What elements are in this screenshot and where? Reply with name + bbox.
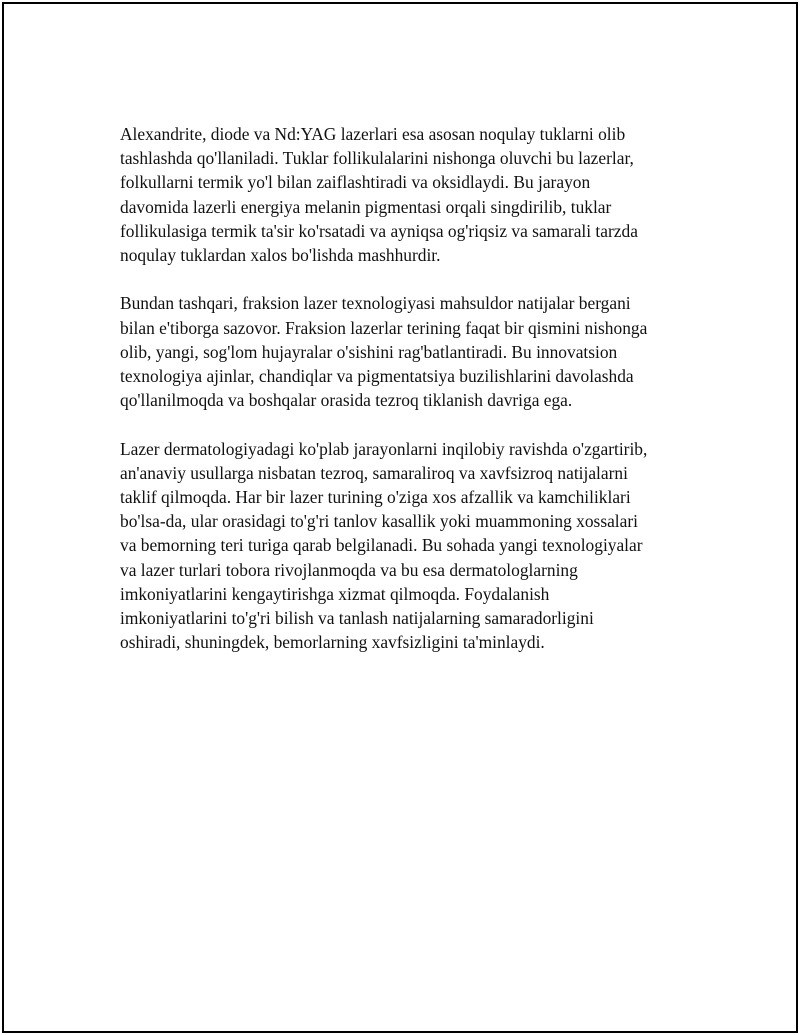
- text-line: va lazer turlari tobora rivojlanmoqda va bu esa dermatologlarning: [120, 559, 578, 580]
- text-line: oshiradi, shuningdek, bemorlarning xavfsizligini ta'minlaydi.: [120, 632, 545, 653]
- document-page: [2, 2, 798, 1033]
- text-line: noqulay tuklardan xalos bo'lishda mashhurdir.: [120, 245, 441, 266]
- text-line: imkoniyatlarini kengaytirishga xizmat qilmoqda. Foydalanish: [120, 583, 550, 604]
- text-line: an'anaviy usullarga nisbatan tezroq, samaraliroq va xavfsizroq natijalarni: [120, 462, 628, 483]
- text-line: Lazer dermatologiyadagi ko'plab jarayonlarni inqilobiy ravishda o'zgartirib,: [120, 438, 648, 459]
- text-line: tashlashda qo'llaniladi. Tuklar follikulalarini nishonga oluvchi bu lazerlar,: [120, 148, 634, 169]
- paragraph-1: [120, 122, 700, 267]
- text-line: imkoniyatlarini to'g'ri bilish va tanlash natijalarning samaradorligini: [120, 608, 594, 629]
- text-line: folkullarni termik yo'l bilan zaiflashtiradi va oksidlaydi. Bu jarayon: [120, 172, 591, 193]
- text-line: Bundan tashqari, fraksion lazer texnologiyasi mahsuldor natijalar bergani: [120, 293, 631, 314]
- text-line: Alexandrite, diode va Nd:YAG lazerlari esa asosan noqulay tuklarni olib: [120, 124, 626, 144]
- text-line: olib, yangi, sog'lom hujayralar o'sishini rag'batlantiradi. Bu innovatsion: [120, 341, 618, 362]
- paragraph-2: [120, 291, 700, 412]
- text-line: va bemorning teri turiga qarab belgilanadi. Bu sohada yangi texnologiyalar: [120, 535, 643, 556]
- text-line: follikulasiga termik ta'sir ko'rsatadi va ayniqsa og'riqsiz va samarali tarzda: [120, 220, 638, 241]
- document-body: [120, 122, 700, 679]
- paragraph-3: [120, 437, 700, 655]
- text-line: texnologiya ajinlar, chandiqlar va pigmentatsiya buzilishlarini davolashda: [120, 366, 634, 387]
- text-line: qo'llanilmoqda va boshqalar orasida tezroq tiklanish davriga ega.: [120, 390, 573, 411]
- text-line: bilan e'tiborga sazovor. Fraksion lazerlar terining faqat bir qismini nishonga: [120, 317, 648, 338]
- text-line: bo'lsa-da, ular orasidagi to'g'ri tanlov kasallik yoki muammoning xossalari: [120, 511, 638, 532]
- text-line: taklif qilmoqda. Har bir lazer turining o'ziga xos afzallik va kamchiliklari: [120, 487, 631, 508]
- text-line: davomida lazerli energiya melanin pigmentasi orqali singdirilib, tuklar: [120, 196, 612, 217]
